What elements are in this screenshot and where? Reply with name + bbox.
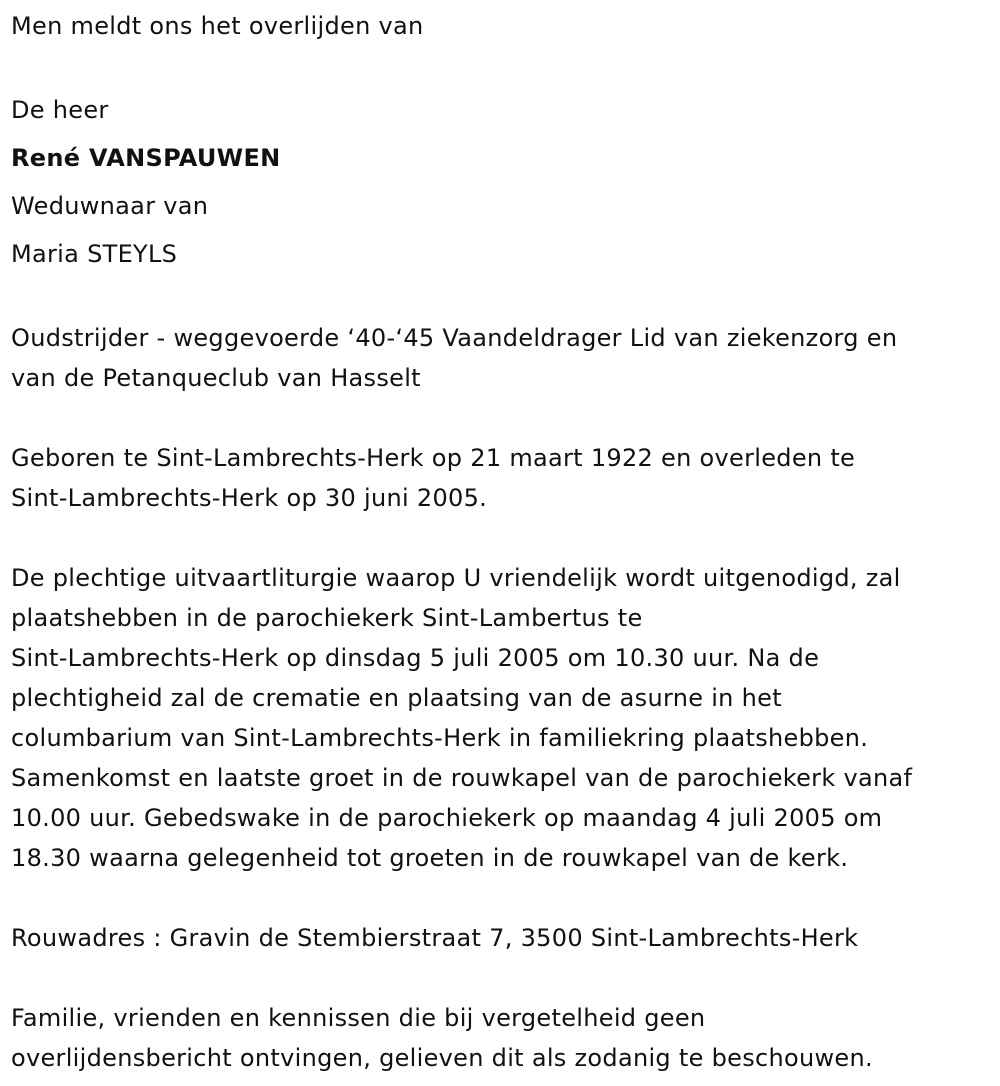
ceremony-line: columbarium van Sint-Lambrechts-Herk in familiekring plaatshebben. (11, 724, 869, 752)
spacer (11, 878, 991, 918)
spacer (11, 518, 991, 558)
birth-death-line: Geboren te Sint-Lambrechts-Herk op 21 maart 1922 en overleden te (11, 444, 856, 472)
spacer (11, 46, 991, 86)
birth-death-line: Sint-Lambrechts-Herk op 30 juni 2005. (11, 484, 488, 512)
spacer (11, 278, 991, 318)
deceased-name: René VANSPAUWEN (11, 144, 281, 172)
biography-line: Oudstrijder - weggevoerde ‘40-‘45 Vaandeldrager Lid van ziekenzorg en (11, 324, 898, 352)
closing-paragraph (11, 998, 991, 1078)
obituary-notice (11, 6, 991, 1078)
spouse-name: Maria STEYLS (11, 240, 178, 268)
ceremony-line: plaatshebben in de parochiekerk Sint-Lambertus te (11, 604, 643, 632)
spacer (11, 398, 991, 438)
ceremony-line: 18.30 waarna gelegenheid tot groeten in de rouwkapel van de kerk. (11, 844, 849, 872)
biography-paragraph (11, 318, 991, 398)
ceremony-line: Samenkomst en laatste groet in de rouwkapel van de parochiekerk vanaf (11, 764, 913, 792)
ceremony-line: 10.00 uur. Gebedswake in de parochiekerk op maandag 4 juli 2005 om (11, 804, 883, 832)
closing-line: overlijdensbericht ontvingen, gelieven dit als zodanig te beschouwen. (11, 1044, 873, 1072)
biography-line: van de Petanqueclub van Hasselt (11, 364, 421, 392)
ceremony-line: plechtigheid zal de crematie en plaatsing van de asurne in het (11, 684, 782, 712)
closing-line: Familie, vrienden en kennissen die bij vergetelheid geen (11, 1004, 706, 1032)
relation-label: Weduwnaar van (11, 192, 209, 220)
honorific: De heer (11, 96, 109, 124)
ceremony-line: De plechtige uitvaartliturgie waarop U vriendelijk wordt uitgenodigd, zal (11, 564, 901, 592)
ceremony-paragraph (11, 558, 991, 878)
intro-line: Men meldt ons het overlijden van (11, 12, 424, 40)
mourning-address: Rouwadres : Gravin de Stembierstraat 7, 3500 Sint-Lambrechts-Herk (11, 924, 859, 952)
spacer (11, 958, 991, 998)
ceremony-line: Sint-Lambrechts-Herk op dinsdag 5 juli 2005 om 10.30 uur. Na de (11, 644, 820, 672)
birth-death-paragraph (11, 438, 991, 518)
